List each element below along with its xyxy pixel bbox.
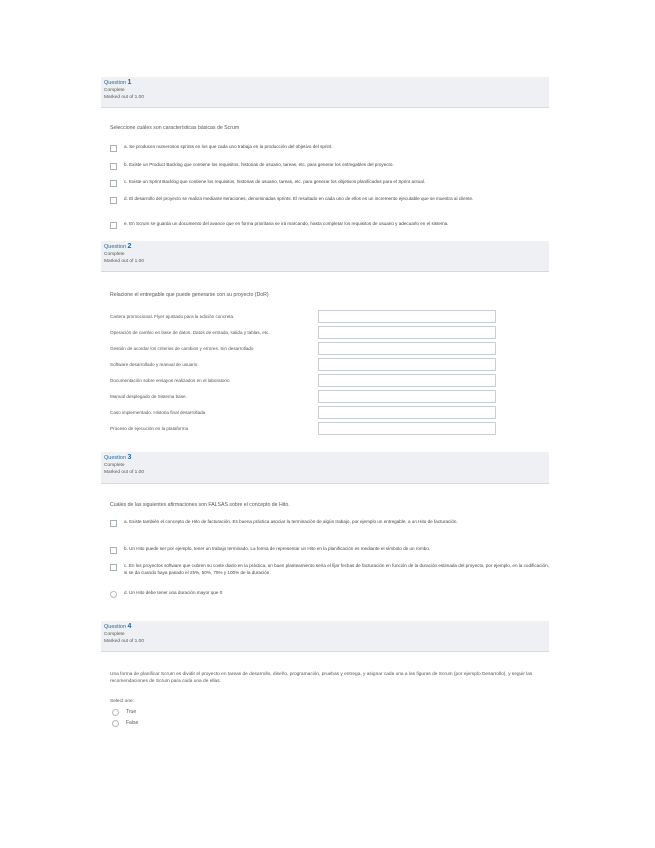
question-number: Question 2 [104, 243, 132, 250]
question-mark: Marked out of 1.00 [104, 639, 144, 644]
question-number: Question 3 [104, 454, 132, 461]
radio-button[interactable] [112, 709, 119, 716]
q1-option-b[interactable]: b. Existe un Product Backlog que contiene los requisitos, historias de usuario, tareas, etc. para generar los entregables del proyecto. [110, 162, 550, 170]
question-4-info [101, 621, 549, 652]
q2-match-row: Software desarrollado y manual de usuario. [110, 357, 500, 371]
answer-select[interactable] [318, 422, 496, 435]
checkbox[interactable] [110, 163, 117, 170]
radio-button[interactable] [112, 720, 119, 727]
answer-select[interactable] [318, 326, 496, 339]
question-2-text: Relacione el entregable que puede generarse con su proyecto (DoR) [110, 292, 269, 298]
question-mark: Marked out of 1.00 [104, 95, 144, 100]
question-mark: Marked out of 1.00 [104, 259, 144, 264]
checkbox[interactable] [110, 564, 117, 571]
question-state: Complete [104, 632, 125, 637]
answer-select[interactable] [318, 406, 496, 419]
q2-match-row: Operación de cambio en base de datos. Datos de entrada, salida y tablas, etc. [110, 325, 500, 339]
q2-match-row: Caso implementado. Historia final desarrollada. [110, 405, 500, 419]
question-number: Question 1 [104, 79, 132, 86]
answer-select[interactable] [318, 390, 496, 403]
question-4-text: Una forma de planificar Scrum es dividir el proyecto en tareas de desarrollo, diseño, programación, pruebas y entrega, y asignar cada una a las figuras de Scrum (por ejemplo Desarrollo), y seguir las recomendaciones de Scrum para cada una de ellas. [110, 672, 533, 684]
question-2-info [101, 241, 549, 272]
checkbox[interactable] [110, 145, 117, 152]
answer-select[interactable] [318, 310, 496, 323]
checkbox[interactable] [110, 222, 117, 229]
q4-option-false[interactable]: False [112, 719, 138, 727]
q1-option-d[interactable]: d. El desarrollo del proyecto se realiza mediante iteraciones, denominadas sprints. El resultado en cada uno de ellos es un incremento ejecutable que se muestra al cliente. [110, 196, 550, 204]
q3-option-d[interactable]: d. Un Hito debe tener una duración mayor que 0 [110, 590, 550, 598]
checkbox[interactable] [110, 520, 117, 527]
radio-button[interactable] [110, 591, 117, 598]
question-3-text: Cuáles de las siguientes afirmaciones son FALSAS sobre el concepto de Hito. [110, 502, 290, 508]
question-1-info [101, 77, 549, 108]
question-state: Complete [104, 252, 125, 257]
q2-match-row: Proceso de ejecución en la plataforma [110, 421, 500, 435]
q3-option-c[interactable]: c. En los proyectos software que cubren su coste diario en la práctica, un buen planteamiento sería el fijar fechas de facturación en función de la duración estimada del proyecto, por ejemplo, en la codificación, si se da cuando haya pasado el 25%, 50%, 75% y 100% de la duración. [110, 563, 550, 576]
checkbox[interactable] [110, 180, 117, 187]
question-3-info [101, 452, 549, 484]
answer-select[interactable] [318, 374, 496, 387]
q1-option-e[interactable]: e. En Scrum se guarda un documento del avance que en forma prioritaria se irá marcando, hasta completar los requisitos de usuario y adecuarlo en el sistema. [110, 221, 550, 229]
q1-option-c[interactable]: c. Existe un Sprint Backlog que contiene los requisitos, historias de usuario, tareas, etc. para generar los objetivos planificados para el Sprint actual. [110, 179, 550, 187]
q3-option-b[interactable]: b. Un Hito puede ser por ejemplo, tener un trabajo terminado. La forma de representar un Hito en la planificación es mediante el símbolo de un rombo. [110, 546, 550, 554]
q3-option-a[interactable]: a. Existe también el concepto de Hito de facturación. Es buena práctica asociar la terminación de algún trabajo, por ejemplo un entregable, a un Hito de facturación. [110, 519, 550, 527]
question-1-text: Seleccione cuáles son características básicas de Scrum [110, 125, 240, 131]
select-one-label: Select one: [110, 699, 135, 704]
q2-match-row: Gestión de acordar los criterios de cambios y errores. Sin desarrollado [110, 341, 500, 355]
q2-match-row: Cartera promocional. Flyer ajustado para la edición concreta. [110, 309, 500, 323]
question-state: Complete [104, 463, 125, 468]
question-state: Complete [104, 88, 125, 93]
q2-match-row: Documentación sobre ensayos realizados en el laboratorio [110, 373, 500, 387]
answer-select[interactable] [318, 342, 496, 355]
question-number: Question 4 [104, 623, 132, 630]
checkbox[interactable] [110, 547, 117, 554]
checkbox[interactable] [110, 197, 117, 204]
q1-option-a[interactable]: a. Se producen numerosos sprints en los que cada uno trabaja en la producción del objetivo del sprint. [110, 144, 550, 152]
question-mark: Marked out of 1.00 [104, 470, 144, 475]
q4-option-true[interactable]: True [112, 708, 136, 716]
q2-match-row: Manual desplegado de Sistema base. [110, 389, 500, 403]
answer-select[interactable] [318, 358, 496, 371]
